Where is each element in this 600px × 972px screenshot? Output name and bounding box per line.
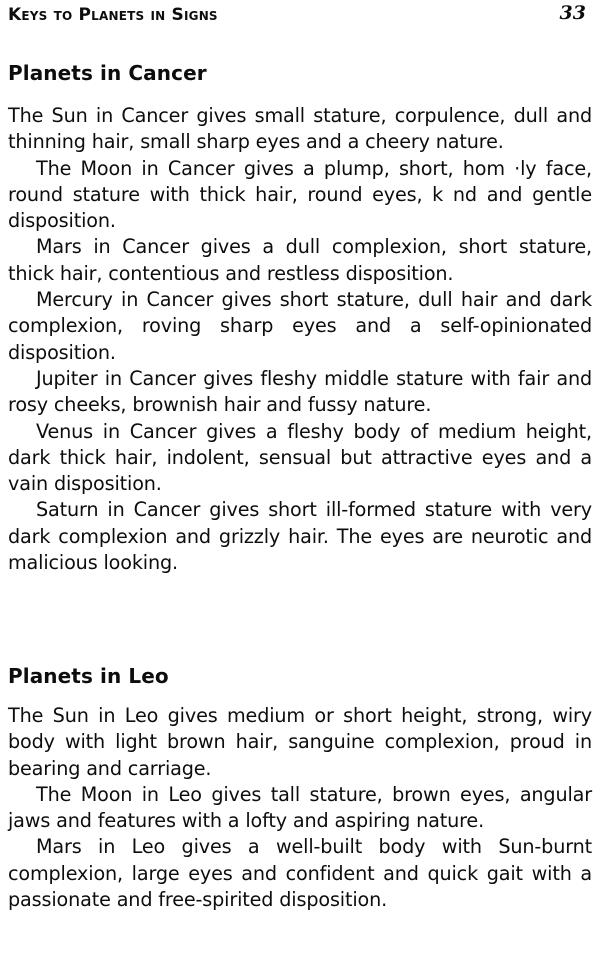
paragraph-sun-in-cancer: The Sun in Cancer gives small stature, corpulence, dull and thinning hair, small sharp eyes and a cheery nature. xyxy=(8,104,592,154)
paragraph-mars-in-cancer: Mars in Cancer gives a dull complexion, short stature, thick hair, contentious and restless disposition. xyxy=(8,235,592,285)
paragraph-sun-in-leo: The Sun in Leo gives medium or short height, strong, wiry body with light brown hair, sanguine complexion, proud in bearing and carriage. xyxy=(8,704,592,780)
paragraph-mercury-in-cancer: Mercury in Cancer gives short stature, dull hair and dark complexion, roving sharp eyes and a self-opinionated disposition. xyxy=(8,288,592,364)
paragraph-saturn-in-cancer: Saturn in Cancer gives short ill-formed stature with very dark complexion and grizzly hair. The eyes are neurotic and malicious looking. xyxy=(8,498,592,575)
paragraph-jupiter-in-cancer: Jupiter in Cancer gives fleshy middle stature with fair and rosy cheeks, brownish hair and fussy nature. xyxy=(8,366,592,417)
running-head-text: Keys to Planets in Signs xyxy=(8,5,218,25)
page-number: 33 xyxy=(559,2,586,24)
paragraph-venus-in-cancer: Venus in Cancer gives a fleshy body of medium height, dark thick hair, indolent, sensual but attractive eyes and a vain disposition. xyxy=(8,419,592,496)
paragraph-moon-in-leo: The Moon in Leo gives tall stature, brown eyes, angular jaws and features with a lofty and aspiring nature. xyxy=(8,782,592,833)
paragraph-mars-in-leo: Mars in Leo gives a well-built body with Sun-burnt complexion, large eyes and confident and quick gait with a passionate and free-spirited disposition. xyxy=(8,835,592,912)
section-body-cancer xyxy=(8,103,592,576)
paragraph-moon-in-cancer: The Moon in Cancer gives a plump, short, hom ·ly face, round stature with thick hair, round eyes, k nd and gentle disposition. xyxy=(8,156,592,233)
section-heading-cancer: Planets in Cancer xyxy=(8,61,207,85)
section-body-leo xyxy=(8,703,592,913)
section-heading-leo: Planets in Leo xyxy=(8,664,169,688)
running-head xyxy=(8,5,218,25)
